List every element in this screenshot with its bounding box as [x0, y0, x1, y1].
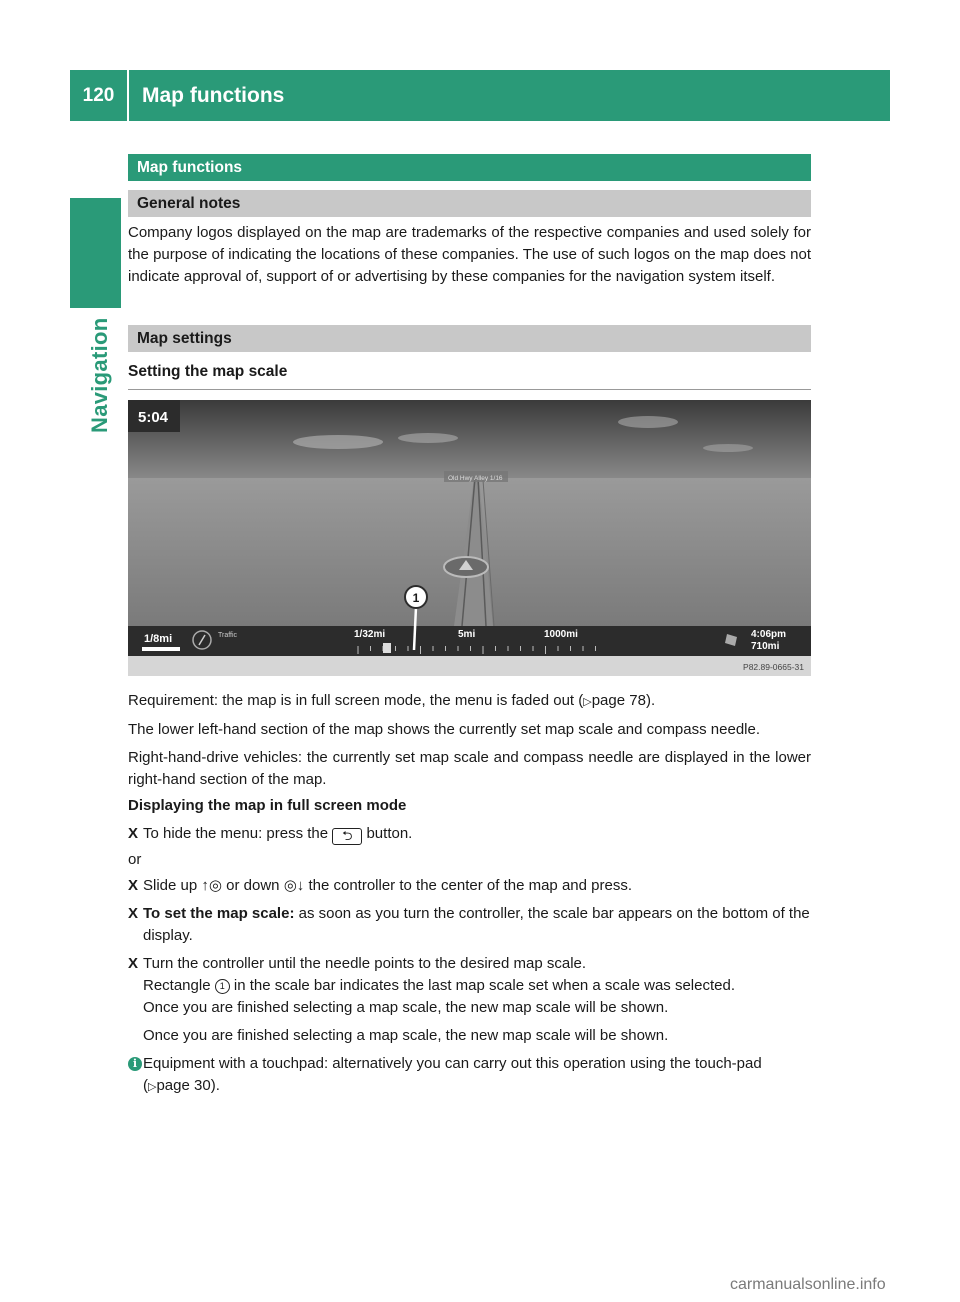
map-clock: 5:04 — [138, 409, 169, 426]
header-title: Map functions — [142, 83, 285, 107]
scale-mark-2: 5mi — [458, 629, 476, 640]
scale-left-label: 1/8mi — [144, 633, 173, 645]
page-number: 120 — [82, 84, 115, 106]
arrival-time: 4:06pm — [751, 629, 787, 640]
figure-id: P82.89-0665-31 — [743, 662, 804, 672]
cloud — [398, 433, 458, 443]
display-heading: Displaying the map in full screen mode — [128, 797, 407, 814]
step-marker-icon: X — [128, 825, 139, 842]
lower-left-text: The lower left-hand section of the map shows the currently set map scale and compass needle. — [128, 721, 760, 738]
page-ref-arrow-icon: ▷ — [583, 696, 592, 708]
step-slide-controller: X Slide up ↑◎ or down ◎↓ the controller to the center of the map and press. — [128, 875, 811, 897]
page-ref-arrow-icon: ▷ — [148, 1081, 157, 1093]
cloud — [618, 416, 678, 428]
callout-1-icon: 1 — [215, 979, 230, 994]
step-turn-controller: X Turn the controller until the needle points to the desired map scale. — [128, 953, 811, 975]
header-divider — [127, 70, 129, 121]
page-ref-link[interactable]: page 78 — [591, 692, 646, 709]
once-finished-text-1: Once you are finished selecting a map scale, the new map scale will be shown. — [143, 999, 669, 1016]
general-notes-text: Company logos displayed on the map are trademarks of the respective companies and used solely for the purpose of indicating the locations of these companies. The use of such logos on the map does not indicate approval of, support of or advertising by these companies for the navigation system itself. — [128, 224, 811, 285]
requirement-text: Requirement: the map is in full screen mode, the menu is faded out (▷page 78). — [128, 692, 656, 709]
side-tab-marker — [70, 198, 121, 308]
step-hide-menu: X To hide the menu: press the ⮌ button. — [128, 825, 413, 843]
traffic-label: Traffic — [218, 632, 238, 639]
page-content — [128, 154, 811, 1098]
back-button-icon: ⮌ — [332, 828, 362, 845]
road-label: Old Hwy Alley 1/16 — [448, 475, 503, 482]
page-header — [70, 70, 890, 121]
step-set-scale: X To set the map scale: as soon as you turn the controller, the scale bar appears on the bottom of the display. — [128, 905, 810, 944]
figure-caption-strip — [128, 656, 811, 676]
step-marker-icon: X — [128, 955, 139, 972]
info-icon: i — [128, 1057, 142, 1071]
step-marker-icon: X — [128, 877, 139, 894]
map-screenshot-figure — [128, 400, 811, 676]
map-sky — [128, 400, 811, 480]
remaining-distance: 710mi — [751, 641, 780, 652]
watermark: carmanualsonline.info — [730, 1276, 886, 1293]
cloud — [293, 435, 383, 449]
step-marker-icon: X — [128, 905, 139, 922]
page-ref-link[interactable]: page 30 — [156, 1077, 211, 1094]
map-scale-subheading: Setting the map scale — [128, 361, 811, 390]
section-title: Map functions — [128, 154, 811, 181]
controller-down-icon: ◎↓ — [283, 877, 305, 894]
map-settings-heading: Map settings — [128, 325, 811, 352]
once-finished-text-2: Once you are finished selecting a map scale, the new map scale will be shown. — [143, 1027, 669, 1044]
rectangle-text: Rectangle 1 in the scale bar indicates the last map scale set when a scale was selected. — [143, 977, 735, 994]
last-scale-rectangle — [383, 643, 391, 653]
or-text: or — [128, 851, 142, 868]
general-notes-heading: General notes — [128, 190, 811, 217]
rhd-text: Right-hand-drive vehicles: the currently set map scale and compass needle are displayed in the lower right-hand section of the map. — [128, 749, 811, 788]
callout-number: 1 — [412, 591, 420, 605]
scale-mark-3: 1000mi — [544, 629, 578, 640]
scale-mark-1: 1/32mi — [354, 629, 386, 640]
cloud — [703, 444, 753, 452]
controller-up-icon: ↑◎ — [201, 877, 222, 894]
side-tab-label: Navigation — [87, 317, 112, 433]
info-note: i Equipment with a touchpad: alternatively you can carry out this operation using the touch-pad (▷page 30). — [128, 1053, 811, 1098]
